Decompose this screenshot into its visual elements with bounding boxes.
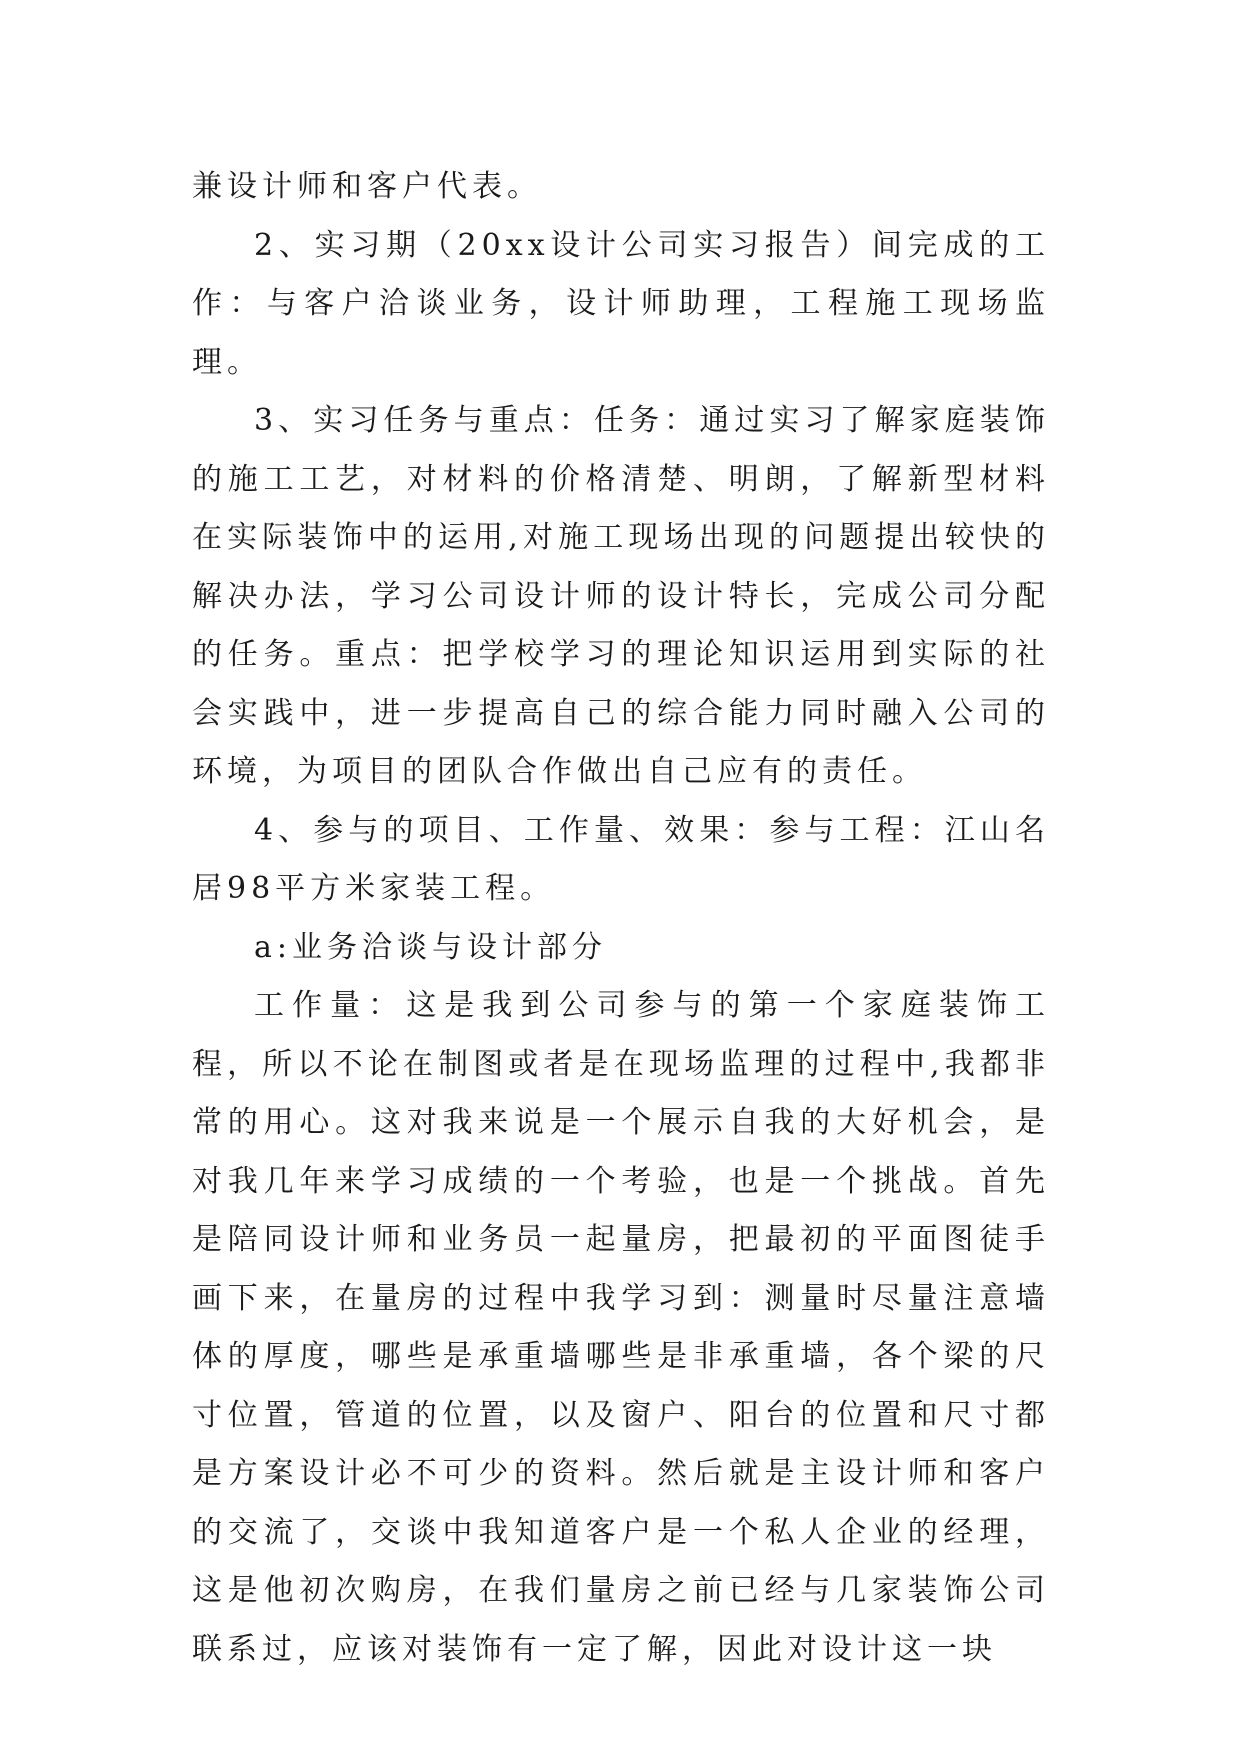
paragraph-workload: 工作量：这是我到公司参与的第一个家庭装饰工程，所以不论在制图或者是在现场监理的过程中,我都非常的用心。这对我来说是一个展示自我的大好机会，是对我几年来学习成绩的一个考验，也是一个挑战。首先是陪同设计师和业务员一起量房，把最初的平面图徒手画下来，在量房的过程中我学习到：测量时尽量注意墙体的厚度，哪些是承重墙哪些是非承重墙，各个梁的尺寸位置，管道的位置，以及窗户、阳台的位置和尺寸都是方案设计必不可少的资料。然后就是主设计师和客户的交流了，交谈中我知道客户是一个私人企业的经理，这是他初次购房，在我们量房之前已经与几家装饰公司联系过，应该对装饰有一定了解，因此对设计这一块 (192, 988, 1050, 1667)
paragraph-tasks-and-focus: 3、实习任务与重点：任务：通过实习了解家庭装饰的施工工艺，对材料的价格清楚、明朗，了解新型材料在实际装饰中的运用,对施工现场出现的问题提出较快的解决办法，学习公司设计师的设计特长，完成公司分配的任务。重点：把学校学习的理论知识运用到实际的社会实践中，进一步提高自己的综合能力同时融入公司的环境，为项目的团队合作做出自己应有的责任。 (192, 403, 1050, 789)
paragraph-continuation: 兼设计师和客户代表。 (192, 169, 542, 204)
paragraph-projects: 4、参与的项目、工作量、效果：参与工程：江山名居98平方米家装工程。 (192, 812, 1050, 906)
paragraph-internship-work: 2、实习期（20xx设计公司实习报告）间完成的工作：与客户洽谈业务，设计师助理，工程施工现场监理。 (192, 227, 1050, 380)
document-body (192, 158, 1050, 1679)
paragraph-subheading-a: a:业务洽谈与设计部分 (254, 929, 607, 965)
